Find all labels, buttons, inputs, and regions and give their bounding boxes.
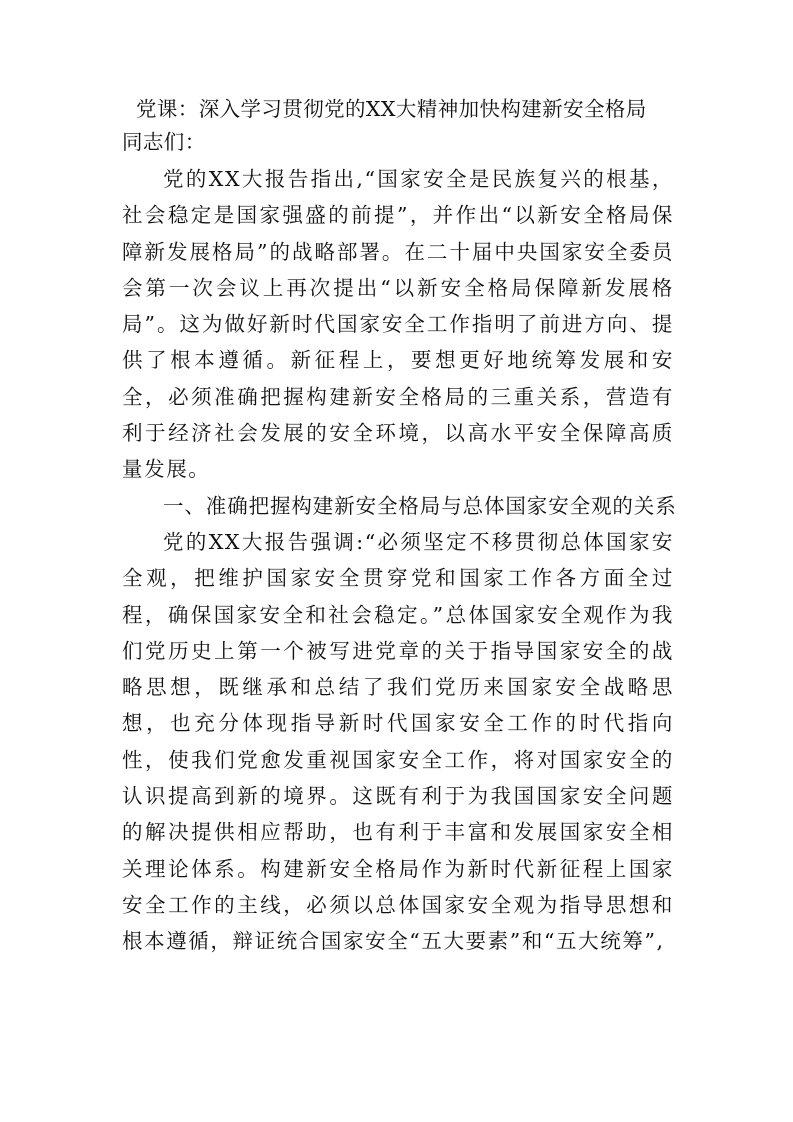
section-heading-1: 一、准确把握构建新安全格局与总体国家安全观的关系	[163, 493, 677, 518]
salutation: 同志们：	[122, 130, 206, 154]
paragraph-intro: 党的XX大报告指出,“国家安全是民族复兴的根基，社会稳定是国家强盛的前提”，并作出“以新安全格局保障新发展格局”的战略部署。在二十届中央国家安全委员会第一次会议上再次提出“以新安全格局保障新发展格局”。这为做好新时代国家安全工作指明了前进方向、提供了根本遵循。新征程上，要想更好地统筹发展和安全，必须准确把握构建新安全格局的三重关系，营造有利于经济社会发展的安全环境，以高水平安全保障高质量发展。	[122, 167, 674, 482]
document-title: 党课：深入学习贯彻党的XX大精神加快构建新安全格局	[136, 97, 647, 121]
document-body	[122, 93, 677, 960]
paragraph-section-1: 党的XX大报告强调:“必须坚定不移贯彻总体国家安全观，把维护国家安全贯穿党和国家工作各方面全过程，确保国家安全和社会稳定。”总体国家安全观作为我们党历史上第一个被写进党章的关于指导国家安全的战略思想，既继承和总结了我们党历来国家安全战略思想，也充分体现指导新时代国家安全工作的时代指向性，使我们党愈发重视国家安全工作，将对国家安全的认识提高到新的境界。这既有利于为我国国家安全问题的解决提供相应帮助，也有利于丰富和发展国家安全相关理论体系。构建新安全格局作为新时代新征程上国家安全工作的主线，必须以总体国家安全观为指导思想和根本遵循，辩证统合国家安全“五大要素”和“五大统筹”,	[122, 529, 674, 954]
